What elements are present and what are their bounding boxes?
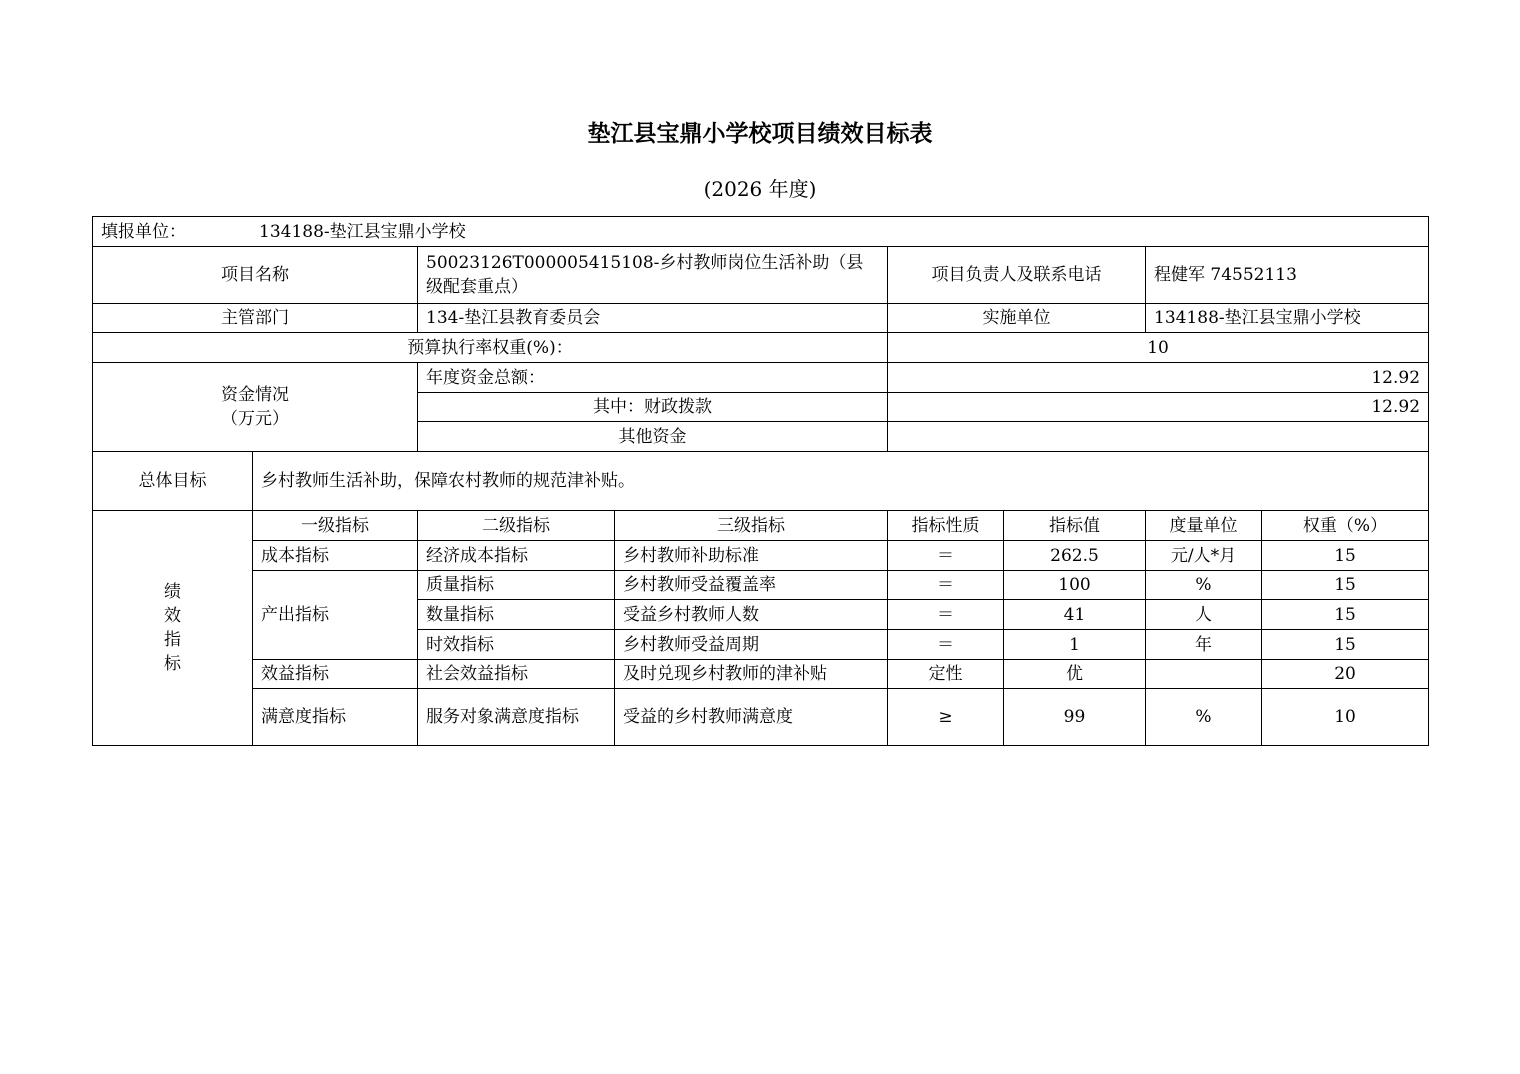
indicator-value: 优 — [1004, 660, 1146, 689]
indicator-value: 41 — [1004, 600, 1146, 630]
impl-unit-value: 134188-垫江县宝鼎小学校 — [1146, 304, 1429, 333]
indicator-weight: 20 — [1262, 660, 1429, 689]
indicator-value: 1 — [1004, 630, 1146, 660]
indicator-level3: 受益的乡村教师满意度 — [615, 689, 888, 746]
indicator-level1: 效益指标 — [253, 660, 418, 689]
goal-row — [93, 452, 1429, 511]
indicator-header-row — [93, 511, 1429, 541]
funds-label-cell — [93, 363, 418, 452]
funds-total-row — [93, 363, 1429, 393]
project-contact-value: 程健军 74552113 — [1146, 247, 1429, 304]
indicator-nature: 定性 — [888, 660, 1004, 689]
header-value: 指标值 — [1004, 511, 1146, 541]
indicator-weight: 15 — [1262, 571, 1429, 600]
indicator-level3: 乡村教师补助标准 — [615, 541, 888, 571]
indicator-weight: 15 — [1262, 630, 1429, 660]
project-name-label: 项目名称 — [93, 247, 418, 304]
indicator-unit: % — [1146, 689, 1262, 746]
goal-value: 乡村教师生活补助，保障农村教师的规范津补贴。 — [253, 452, 1429, 511]
budget-rate-value: 10 — [888, 333, 1429, 363]
dept-value: 134-垫江县教育委员会 — [418, 304, 888, 333]
rate-row — [93, 333, 1429, 363]
funds-fiscal-value: 12.92 — [888, 393, 1429, 422]
indicator-level2: 经济成本指标 — [418, 541, 615, 571]
funds-total-value: 12.92 — [888, 363, 1429, 393]
indicator-level1: 成本指标 — [253, 541, 418, 571]
table-row — [93, 689, 1429, 746]
indicator-weight: 15 — [1262, 600, 1429, 630]
header-nature: 指标性质 — [888, 511, 1004, 541]
funds-unit: （万元） — [221, 409, 289, 429]
filler-row — [93, 217, 1429, 247]
indicator-level2: 质量指标 — [418, 571, 615, 600]
indicator-level3: 及时兑现乡村教师的津补贴 — [615, 660, 888, 689]
indicator-level2: 社会效益指标 — [418, 660, 615, 689]
indicator-level2: 服务对象满意度指标 — [418, 689, 615, 746]
indicator-nature: ＝ — [888, 630, 1004, 660]
indicator-unit: 人 — [1146, 600, 1262, 630]
indicator-nature: ＝ — [888, 571, 1004, 600]
indicator-unit: 年 — [1146, 630, 1262, 660]
project-name-value: 50023126T000005415108-乡村教师岗位生活补助（县级配套重点） — [418, 247, 888, 304]
table-row — [93, 541, 1429, 571]
filler-cell — [93, 217, 1429, 247]
indicator-level3: 乡村教师受益周期 — [615, 630, 888, 660]
indicator-unit: 元/人*月 — [1146, 541, 1262, 571]
page-title: 垫江县宝鼎小学校项目绩效目标表 — [587, 121, 933, 147]
indicator-group-label — [93, 511, 253, 746]
header-level1: 一级指标 — [253, 511, 418, 541]
impl-unit-label: 实施单位 — [888, 304, 1146, 333]
indicator-weight: 15 — [1262, 541, 1429, 571]
indicator-weight: 10 — [1262, 689, 1429, 746]
filler-label: 填报单位： — [101, 221, 186, 242]
funds-total-label: 年度资金总额： — [418, 363, 888, 393]
indicator-nature: ＝ — [888, 541, 1004, 571]
header-level3: 三级指标 — [615, 511, 888, 541]
indicator-value: 100 — [1004, 571, 1146, 600]
dept-label: 主管部门 — [93, 304, 418, 333]
page-subtitle: (2026 年度) — [703, 177, 817, 201]
budget-rate-label: 预算执行率权重(%)： — [93, 333, 888, 363]
indicator-unit: % — [1146, 571, 1262, 600]
indicator-nature: ≥ — [888, 689, 1004, 746]
indicator-value: 262.5 — [1004, 541, 1146, 571]
project-contact-label: 项目负责人及联系电话 — [888, 247, 1146, 304]
indicator-level1: 产出指标 — [253, 571, 418, 660]
header-level2: 二级指标 — [418, 511, 615, 541]
indicator-nature: ＝ — [888, 600, 1004, 630]
goal-label: 总体目标 — [93, 452, 253, 511]
header-unit: 度量单位 — [1146, 511, 1262, 541]
indicator-level1: 满意度指标 — [253, 689, 418, 746]
header-weight: 权重（%） — [1262, 511, 1429, 541]
project-name-row — [93, 247, 1429, 304]
funds-fiscal-label: 其中：财政拨款 — [418, 393, 888, 422]
performance-target-table — [92, 216, 1429, 746]
indicator-level3: 受益乡村教师人数 — [615, 600, 888, 630]
indicator-group-char: 绩 — [164, 582, 181, 602]
funds-label: 资金情况 — [221, 385, 289, 405]
indicator-level2: 时效指标 — [418, 630, 615, 660]
indicator-value: 99 — [1004, 689, 1146, 746]
filler-value: 134188-垫江县宝鼎小学校 — [259, 221, 466, 242]
indicator-group-char: 效 — [164, 606, 181, 626]
table-row — [93, 660, 1429, 689]
indicator-level3: 乡村教师受益覆盖率 — [615, 571, 888, 600]
table-row — [93, 571, 1429, 600]
indicator-unit — [1146, 660, 1262, 689]
funds-other-label: 其他资金 — [418, 422, 888, 452]
dept-row — [93, 304, 1429, 333]
funds-other-value — [888, 422, 1429, 452]
indicator-group-char: 标 — [164, 654, 181, 674]
indicator-level2: 数量指标 — [418, 600, 615, 630]
indicator-group-char: 指 — [164, 630, 181, 650]
